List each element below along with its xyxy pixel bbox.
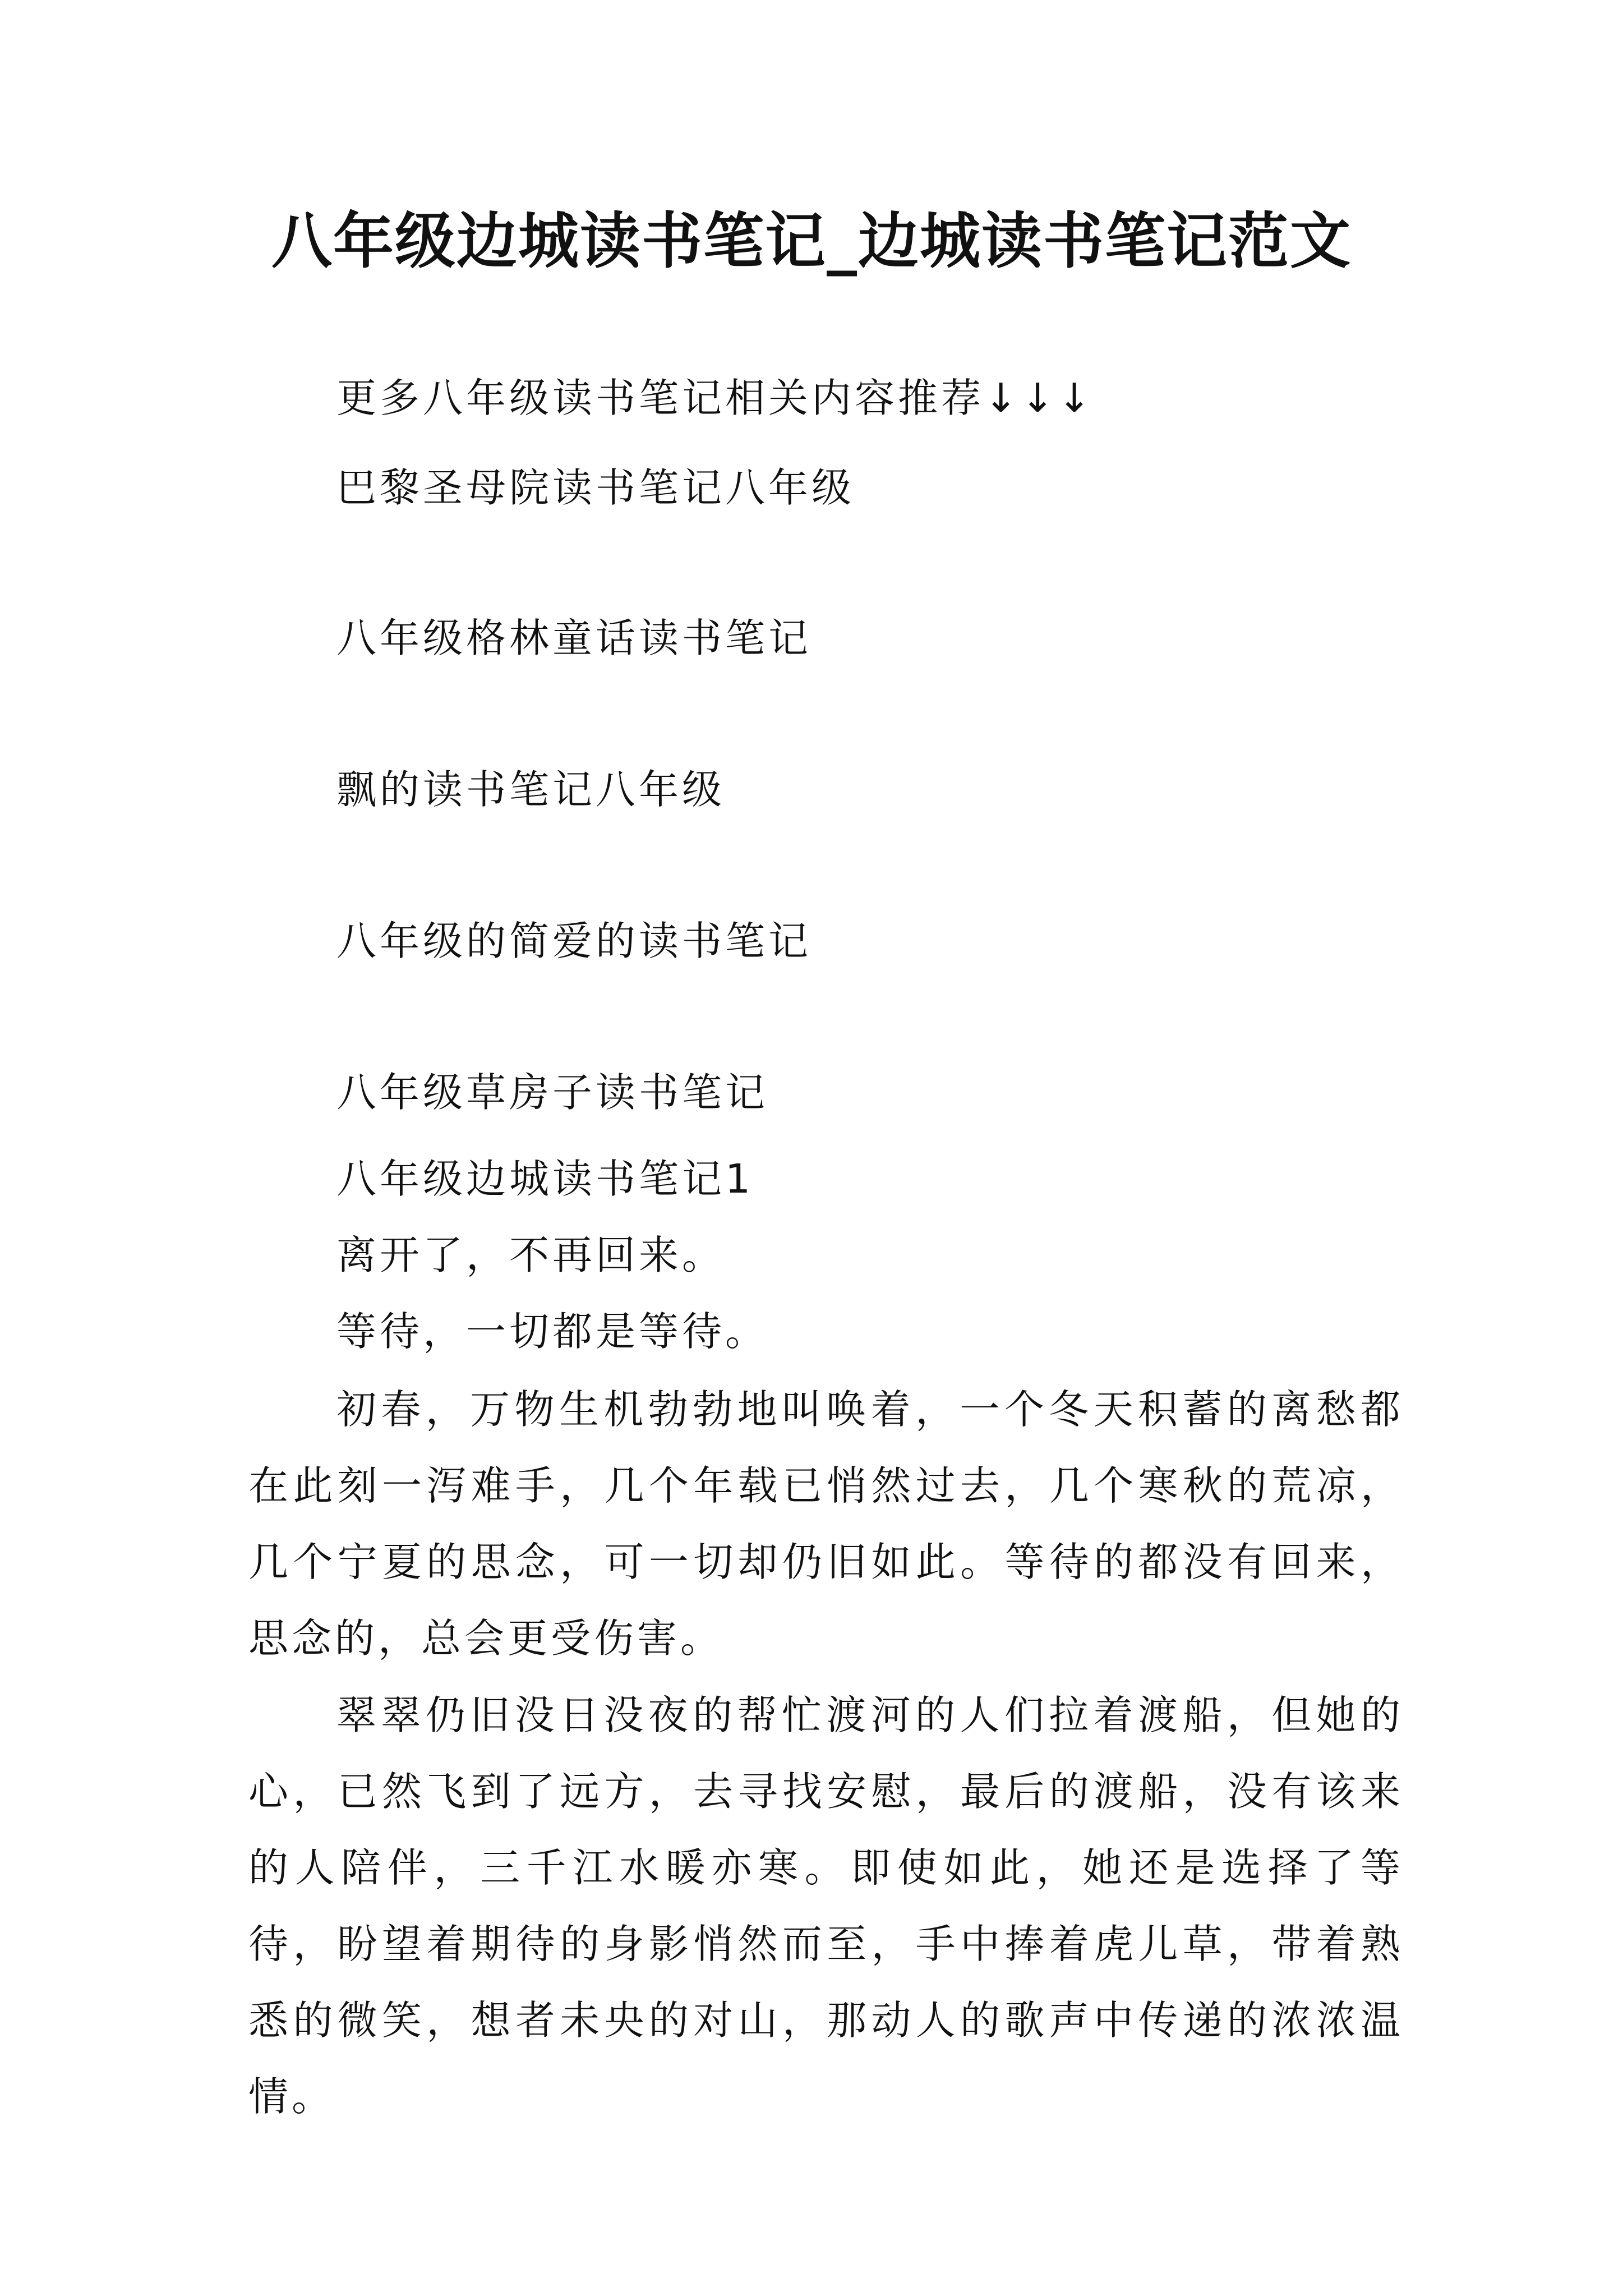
recommended-link-3[interactable]: 飘的读书笔记八年级 [336,766,726,813]
document-title: 八年级边城读书笔记_边城读书笔记范文 [271,206,1352,277]
recommended-link-1[interactable]: 巴黎圣母院读书笔记八年级 [336,464,855,511]
section-heading: 八年级边城读书笔记1 [336,1156,754,1202]
body-line-1: 离开了，不再回来。 [336,1232,726,1278]
recommended-link-5[interactable]: 八年级草房子读书笔记 [336,1069,769,1116]
body-line-2: 等待，一切都是等待。 [336,1308,769,1355]
body-paragraph-2: 翠翠仍旧没日没夜的帮忙渡河的人们拉着渡船，但她的心，已然飞到了远方，去寻找安慰，最后的渡船，没有该来的人陪伴，三千江水暖亦寒。即使如此，她还是选择了等待，盼望着期待的身影悄然而至，手中捧着虎儿草，带着熟悉的微笑，想者未央的对山，那动人的歌声中传递的浓浓温情。 [248,1692,1404,2120]
recommended-link-4[interactable]: 八年级的简爱的读书笔记 [336,918,812,964]
body-paragraph-1: 初春，万物生机勃勃地叫唤着，一个冬天积蓄的离愁都在此刻一泻难手，几个年载已悄然过去，几个寒秋的荒凉，几个宁夏的思念，可一切却仍旧如此。等待的都没有回来，思念的，总会更受伤害。 [248,1386,1404,1662]
recommended-link-2[interactable]: 八年级格林童话读书笔记 [336,615,812,661]
recommend-heading: 更多八年级读书笔记相关内容推荐↓↓↓ [336,375,1095,421]
